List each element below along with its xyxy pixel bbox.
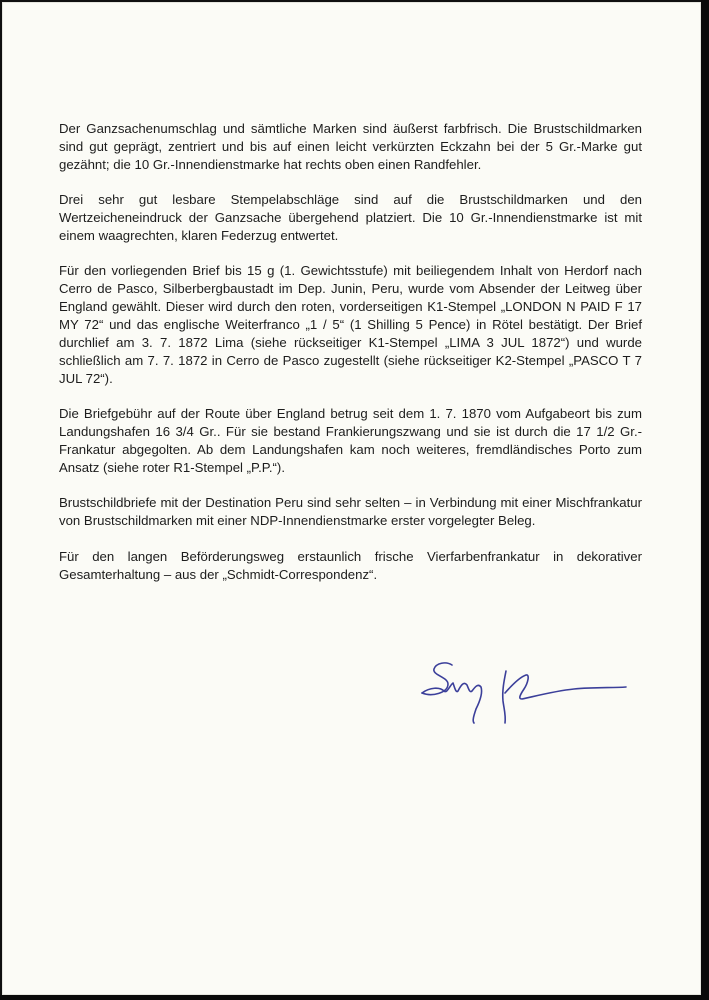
handwritten-signature [414, 657, 634, 729]
signature-stroke-2 [422, 683, 482, 723]
paragraph-route: Für den vorliegenden Brief bis 15 g (1. Gewichtsstufe) mit beiliegendem Inhalt von Herdorf nach Cerro de Pasco, Silberbergbaustadt im Dep. Junin, Peru, wurde vom Absender der Leitweg über England gewählt. Dieser wird durch den roten, vorderseitigen K1-Stempel „LONDON N PAID F 17 MY 72“ und das englische Weiterfranco „1 / 5“ (1 Shilling 5 Pence) in Rötel bestätigt. Der Brief durchlief am 3. 7. 1872 Lima (siehe rückseitiger K1-Stempel „LIMA 3 JUL 1872“) und wurde schließlich am 7. 7. 1872 in Cerro de Pasco zugestellt (siehe rückseitiger K2-Stempel „PASCO T 7 JUL 72“). [59, 263, 642, 386]
paragraph-postage: Die Briefgebühr auf der Route über England betrug seit dem 1. 7. 1870 vom Aufgabeort bis zum Landungshafen 16 3/4 Gr.. Für sie bestand Frankierungszwang und sie ist durch die 17 1/2 Gr.-Frankatur abgegolten. Ab dem Landungshafen kam noch weiteres, fremdländisches Porto zum Ansatz (siehe roter R1-Stempel „P.P.“). [59, 406, 642, 475]
paragraph-summary: Für den langen Beförderungsweg erstaunlich frische Vierfarbenfrankatur in dekorativer Gesamterhaltung – aus der „Schmidt-Correspondenz“. [59, 548, 642, 582]
paragraph-condition: Der Ganzsachenumschlag und sämtliche Marken sind äußerst farbfrisch. Die Brustschildmarken sind gut geprägt, zentriert und bis auf einen leicht verkürzten Eckzahn bei der 5 Gr.-Marke gut gezähnt; die 10 Gr.-Innendienstmarke hat rechts oben einen Randfehler. [59, 121, 642, 172]
scan-border-right [701, 0, 709, 1000]
paragraph-cancellations: Drei sehr gut lesbare Stempelabschläge sind auf die Brustschildmarken und den Wertzeicheneindruck der Ganzsache übergehend platziert. Die 10 Gr.-Innendienstmarke ist mit einem waagrechten, klaren Federzug entwertet. [59, 192, 642, 244]
signature-stroke-3 [503, 671, 506, 723]
paragraph-rarity: Brustschildbriefe mit der Destination Peru sind sehr selten – in Verbindung mit einer Mischfrankatur von Brustschildmarken mit einer NDP-Innendienstmarke erster vorgelegter Beleg. [59, 495, 642, 529]
scan-border-bottom [0, 995, 709, 1000]
document-page [2, 2, 701, 995]
document-body [59, 120, 642, 601]
signature-stroke-4 [505, 675, 626, 699]
signature-strokes [422, 663, 626, 723]
